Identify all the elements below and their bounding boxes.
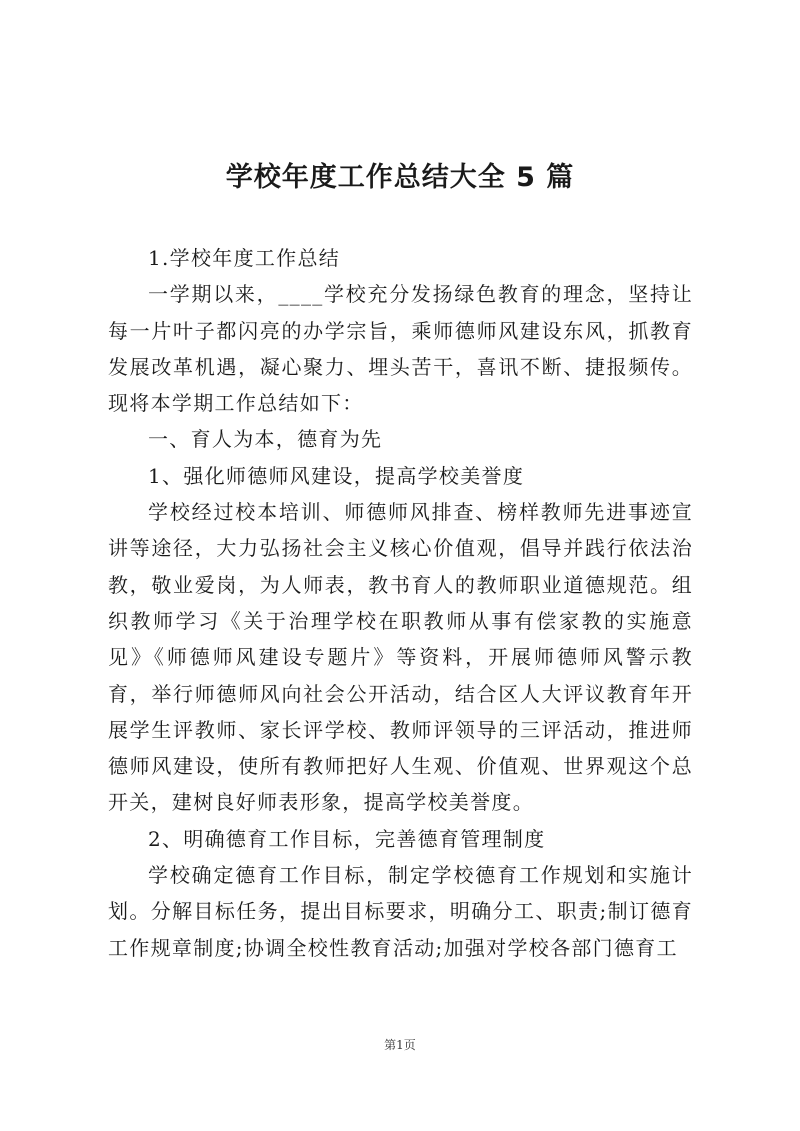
page-number: 第1页 xyxy=(384,1038,416,1052)
subheading-2: 2、明确德育工作目标，完善德育管理制度 xyxy=(148,826,546,851)
subheading-1: 1、强化师德师风建设，提高学校美誉度 xyxy=(148,463,525,488)
intro-paragraph: 一学期以来，____学校充分发扬绿色教育的理念，坚持让每一片叶子都闪亮的办学宗旨，乘师德师风建设东风，抓教育发展改革机遇，凝心聚力、埋头苦干，喜讯不断、捷报频传。现将本学期工作总结如下： xyxy=(108,282,693,416)
document-title: 学校年度工作总结大全 5 篇 xyxy=(225,162,575,193)
heading-part-1: 一、育人为本，德育为先 xyxy=(148,427,383,452)
body-paragraph: 学校确定德育工作目标，制定学校德育工作规划和实施计划。分解目标任务，提出目标要求，明确分工、职责;制订德育工作规章制度;协调全校性教育活动;加强对学校各部门德育工 xyxy=(108,863,693,960)
document-body xyxy=(108,240,693,966)
body-paragraph: 学校经过校本培训、师德师风排查、榜样教师先进事迹宣讲等途径，大力弘扬社会主义核心价值观，倡导并践行依法治教，敬业爱岗，为人师表，教书育人的教师职业道德规范。组织教师学习《关于治理学校在职教师从事有偿家教的实施意见》《师德师风建设专题片》等资料，开展师德师风警示教育，举行师德师风向社会公开活动，结合区人大评议教育年开展学生评教师、家长评学校、教师评领导的三评活动，推进师德师风建设，使所有教师把好人生观、价值观、世界观这个总开关，建树良好师表形象，提高学校美誉度。 xyxy=(108,500,693,815)
heading-section-1: 1.学校年度工作总结 xyxy=(148,246,341,270)
